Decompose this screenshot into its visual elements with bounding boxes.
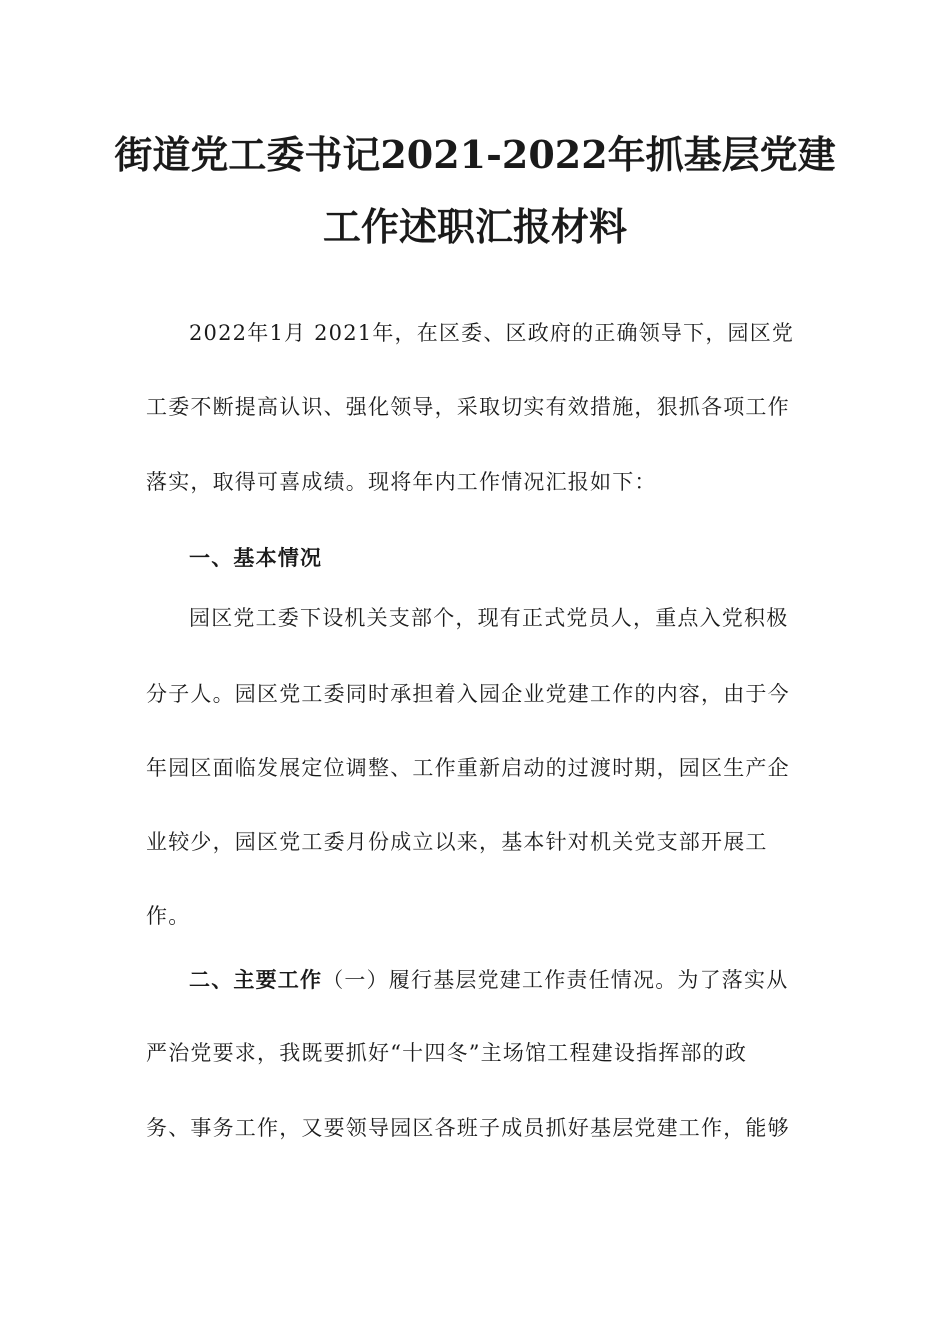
section-2-line: 务、事务工作，又要领导园区各班子成员抓好基层党建工作，能够: [146, 1116, 790, 1140]
section-1-line: 分子人。园区党工委同时承担着入园企业党建工作的内容，由于今: [146, 682, 790, 706]
section-1-line: 年园区面临发展定位调整、工作重新启动的过渡时期，园区生产企: [146, 756, 790, 780]
intro-line: 落实，取得可喜成绩。现将年内工作情况汇报如下：: [146, 470, 657, 494]
intro-line: 2022年1月 2021年，在区委、区政府的正确领导下，园区党: [189, 321, 795, 345]
section-1-line: 业较少，园区党工委月份成立以来，基本针对机关党支部开展工: [146, 830, 768, 854]
section-1-line: 作。: [146, 904, 191, 928]
intro-line: 工委不断提高认识、强化领导，采取切实有效措施，狠抓各项工作: [146, 395, 790, 419]
section-1-line: 园区党工委下设机关支部个，现有正式党员人，重点入党积极: [189, 606, 789, 630]
document-title-line-2: 工作述职汇报材料: [322, 204, 627, 249]
section-1-heading: 一、基本情况: [189, 545, 323, 570]
section-2-line: 严治党要求，我既要抓好“十四冬”主场馆工程建设指挥部的政: [146, 1041, 748, 1065]
section-2-first-line-text: （一）履行基层党建工作责任情况。为了落实从: [322, 968, 789, 992]
document-title-line-1: 街道党工委书记2021-2022年抓基层党建: [114, 132, 836, 177]
section-2-first-line: [189, 969, 806, 991]
section-2-heading: 二、主要工作: [189, 967, 323, 992]
